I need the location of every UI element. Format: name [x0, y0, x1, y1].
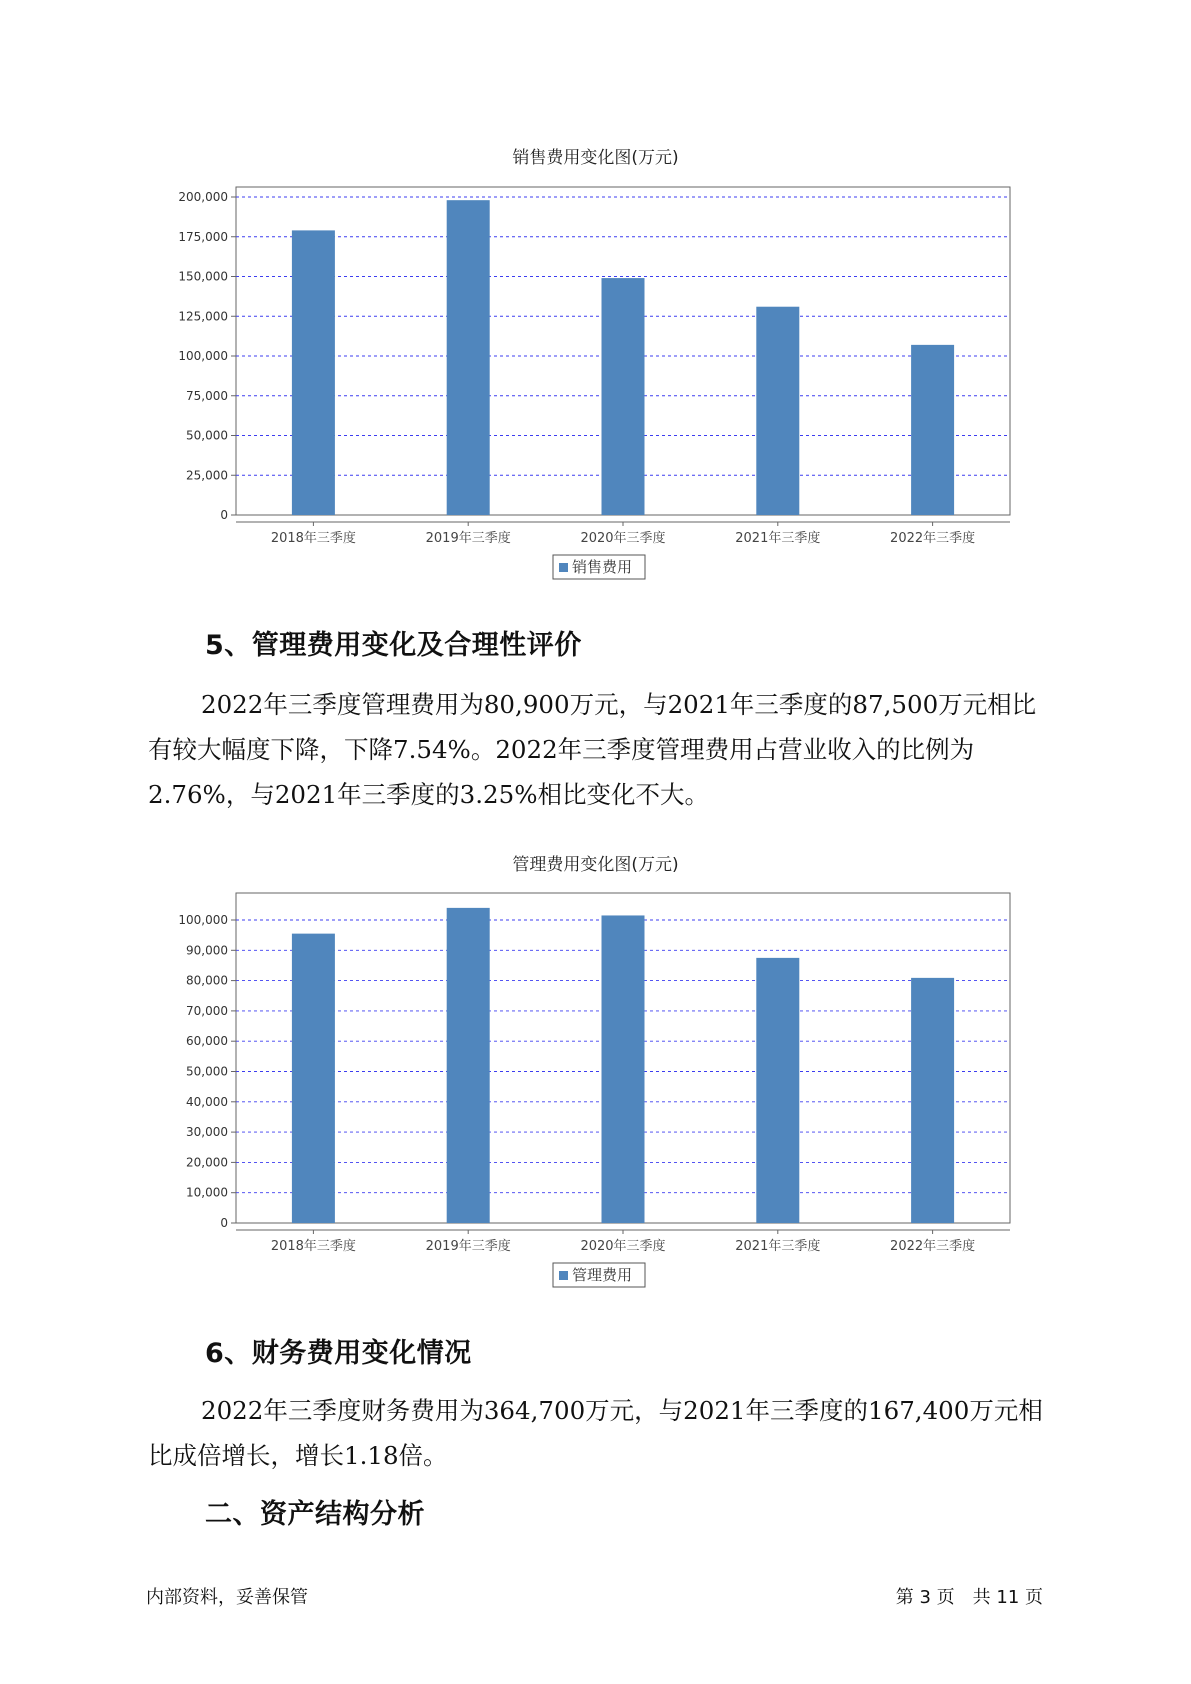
x-tick-label: 2018年三季度 [270, 1239, 356, 1254]
admin-expense-bar-chart [0, 876, 1191, 1296]
sales-expense-chart-title: 销售费用变化图(万元) [512, 148, 679, 168]
y-tick-label: 125,000 [178, 309, 228, 324]
sales-expense-bar-chart [0, 170, 1191, 610]
y-tick-label: 60,000 [186, 1034, 228, 1049]
y-tick-label: 80,000 [186, 973, 228, 988]
y-tick-label: 30,000 [186, 1125, 228, 1140]
y-tick-label: 100,000 [178, 349, 228, 363]
bar [447, 200, 490, 515]
bar [911, 978, 954, 1223]
legend-swatch [559, 1271, 568, 1280]
x-tick-label: 2020年三季度 [580, 1239, 666, 1254]
y-tick-label: 50,000 [186, 1064, 228, 1079]
x-tick-label: 2022年三季度 [890, 531, 976, 546]
legend-swatch [559, 563, 568, 572]
x-tick-label: 2019年三季度 [425, 1239, 511, 1254]
y-tick-label: 100,000 [178, 913, 228, 927]
bar [756, 307, 799, 515]
bar [911, 345, 954, 515]
bar [602, 278, 645, 515]
x-tick-label: 2021年三季度 [735, 531, 821, 546]
y-tick-label: 0 [220, 1216, 228, 1230]
section5-text: 2022年三季度管理费用为80,900万元，与2021年三季度的87,500万元相比有较大幅度下降，下降7.54%。2022年三季度管理费用占营业收入的比例为2.76%，与2021年三季度的3.25%相比变化不大。 [148, 690, 1037, 809]
y-tick-label: 25,000 [186, 468, 228, 483]
y-tick-label: 90,000 [186, 943, 228, 958]
bar [292, 230, 335, 515]
section5-heading: 5、管理费用变化及合理性评价 [205, 630, 582, 661]
footer-left: 内部资料，妥善保管 [146, 1587, 308, 1608]
y-tick-label: 20,000 [186, 1155, 228, 1170]
x-tick-label: 2021年三季度 [735, 1239, 821, 1254]
x-tick-label: 2020年三季度 [580, 531, 666, 546]
footer-right: 第 3 页 共 11 页 [895, 1587, 1043, 1608]
bar [447, 908, 490, 1223]
y-tick-label: 10,000 [186, 1185, 228, 1200]
admin-expense-chart-title: 管理费用变化图(万元) [512, 855, 679, 875]
section5-paragraph [148, 682, 1048, 817]
y-tick-label: 150,000 [178, 269, 228, 284]
bar [602, 915, 645, 1223]
y-tick-label: 0 [220, 508, 228, 522]
y-tick-label: 40,000 [186, 1094, 228, 1109]
y-tick-label: 50,000 [186, 428, 228, 443]
y-tick-label: 200,000 [178, 190, 228, 204]
legend-label: 管理费用 [572, 1266, 633, 1284]
y-tick-label: 175,000 [178, 229, 228, 244]
legend-label: 销售费用 [572, 558, 633, 576]
y-tick-label: 70,000 [186, 1003, 228, 1018]
section6-paragraph [148, 1388, 1048, 1478]
x-tick-label: 2019年三季度 [425, 531, 511, 546]
section6-heading: 6、财务费用变化情况 [205, 1338, 472, 1369]
x-tick-label: 2018年三季度 [270, 531, 356, 546]
x-tick-label: 2022年三季度 [890, 1239, 976, 1254]
y-tick-label: 75,000 [186, 388, 228, 403]
bar [292, 934, 335, 1223]
bar [756, 958, 799, 1223]
section6-text: 2022年三季度财务费用为364,700万元，与2021年三季度的167,400万元相比成倍增长，增长1.18倍。 [148, 1396, 1043, 1470]
assets-structure-heading: 二、资产结构分析 [205, 1499, 425, 1530]
